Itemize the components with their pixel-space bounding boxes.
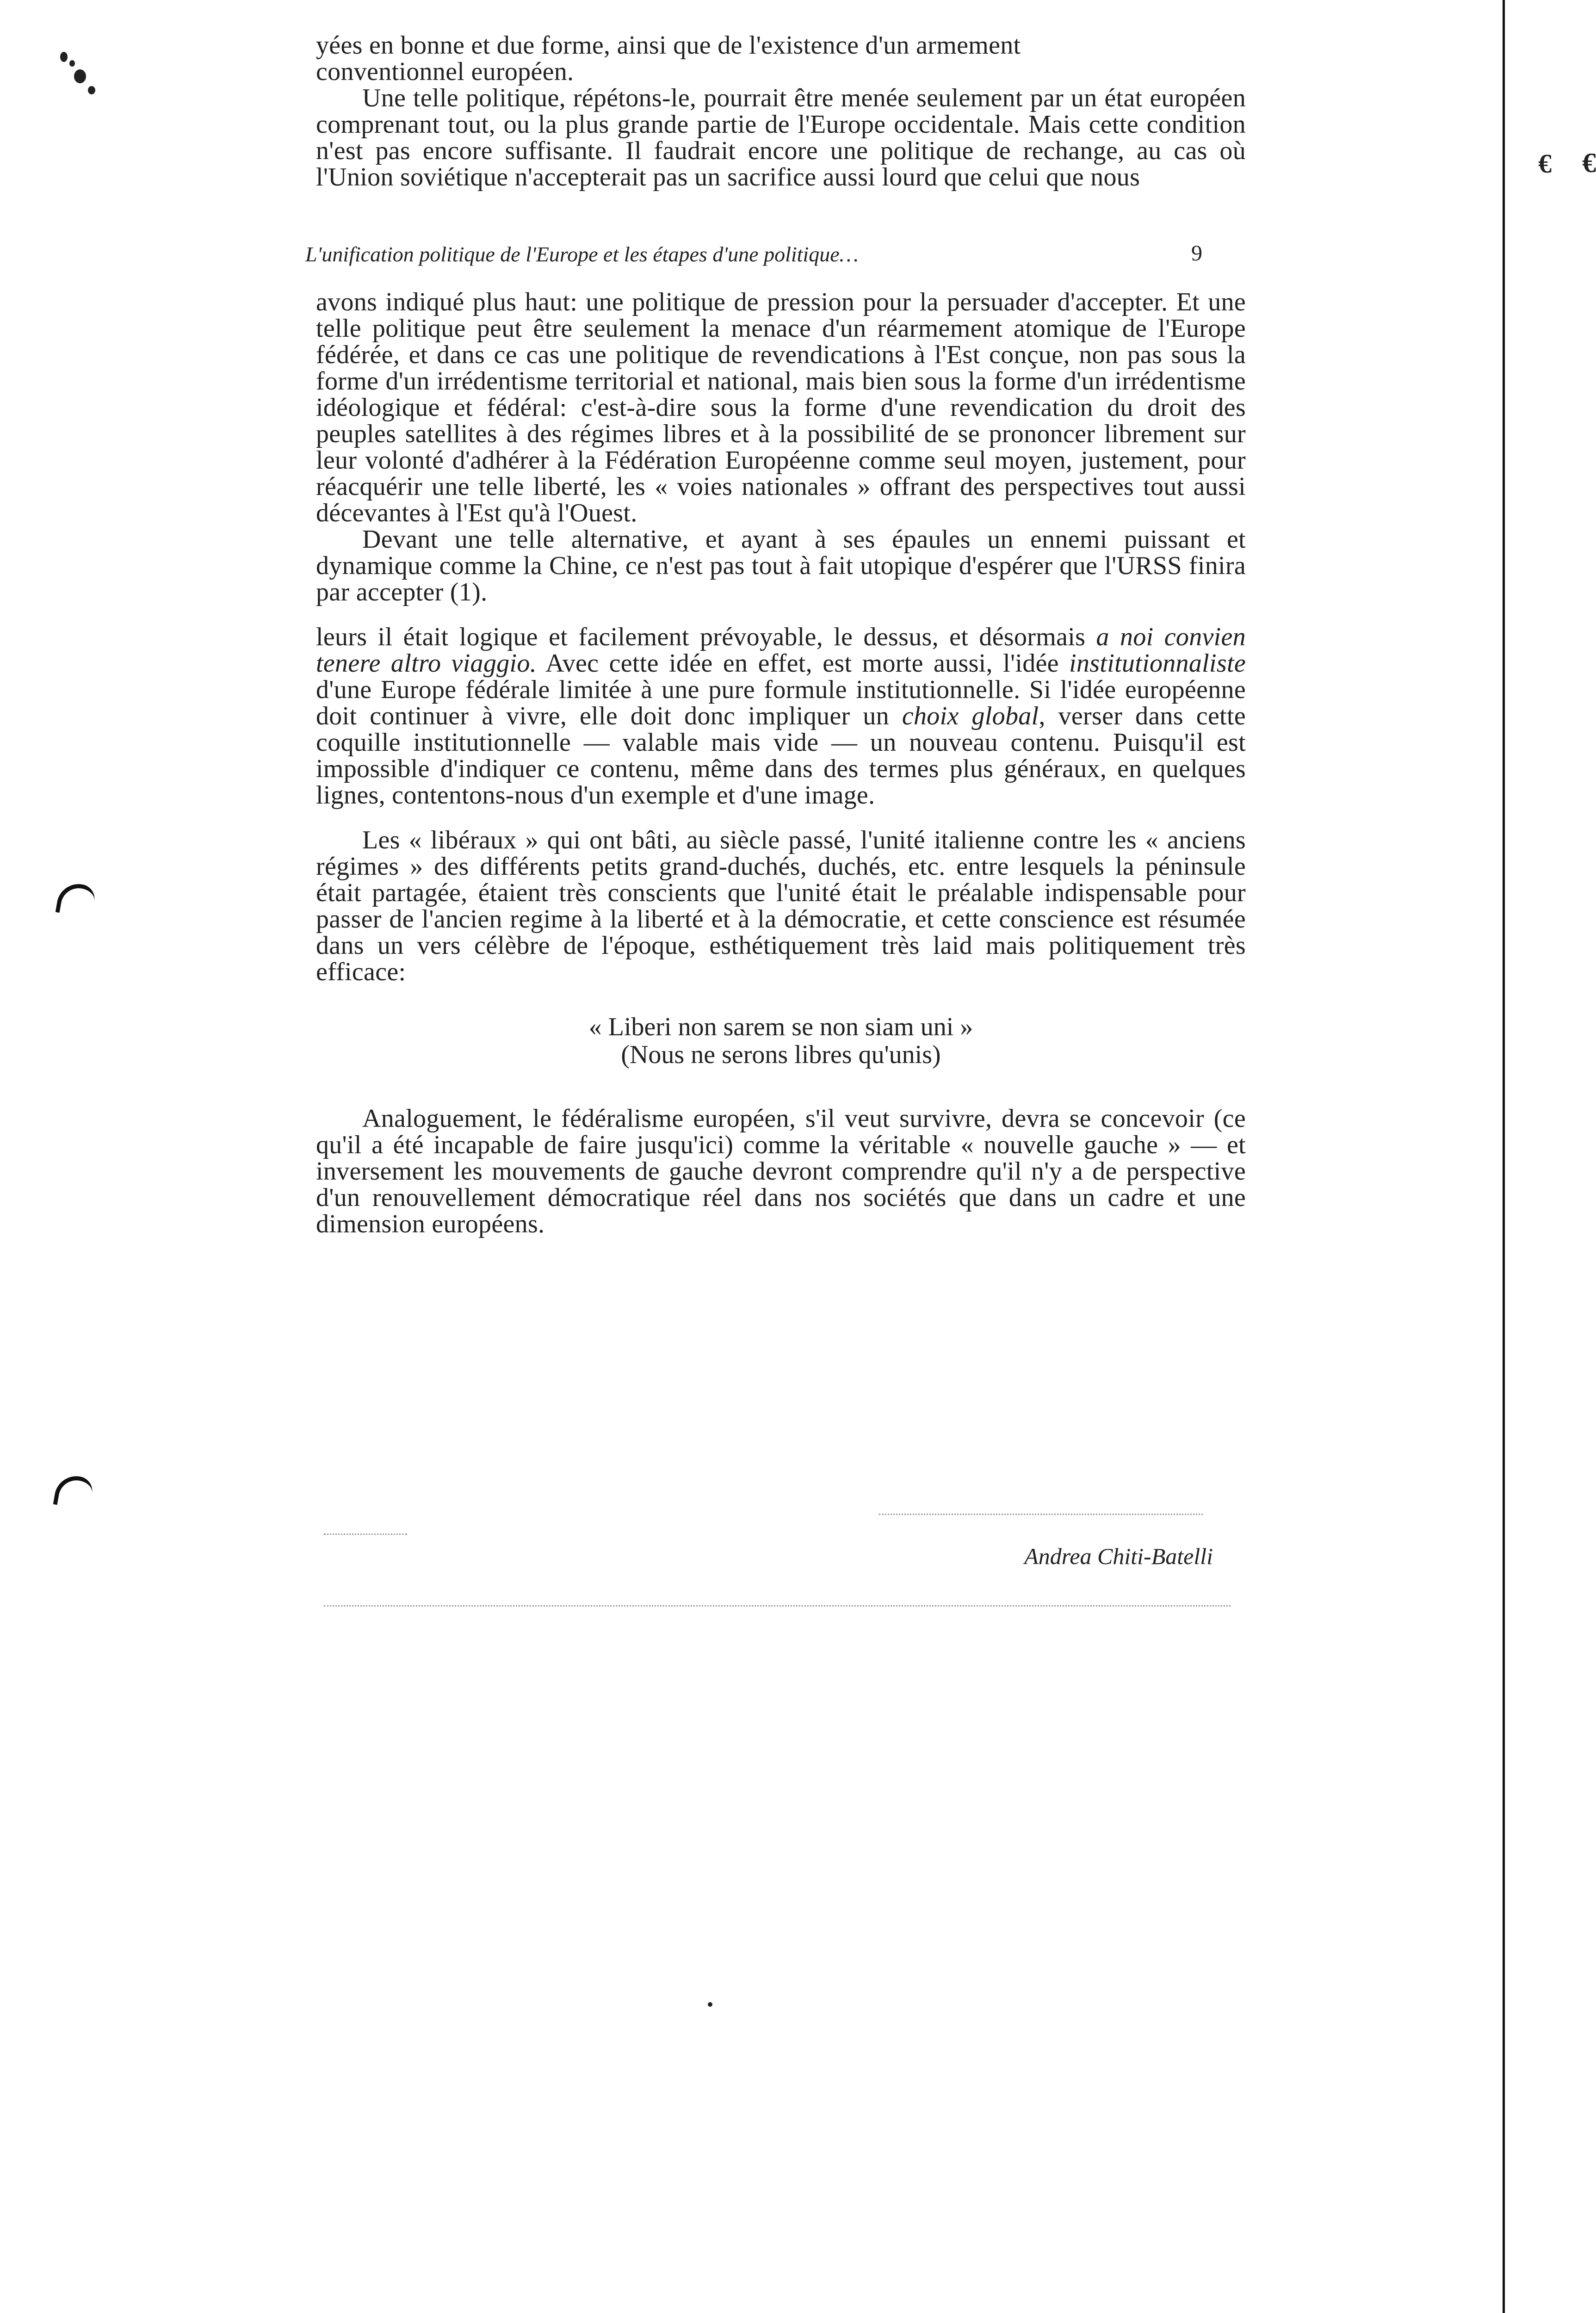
p5-text-c: d'une Europe fédérale limitée à une pure formule institutionnelle. Si l'idée européenne doit continuer à vivre, elle doit donc impliquer un [316, 675, 1246, 730]
ink-blot [88, 86, 95, 94]
p5-italic-term: institutionnaliste [1069, 649, 1246, 678]
paragraph-6: Les « libéraux » qui ont bâti, au siècle passé, l'unité italienne contre les « anciens régimes » des différents petits grand-duchés, duchés, etc. entre lesquels la péninsule était partagée, étaient très conscients que l'unité était le préalable indispensable pour passer de l'ancien regime à la liberté et à la démocratie, et cette conscience est résumée dans un vers célèbre de l'époque, esthétiquement très laid mais politiquement très efficace: [316, 826, 1246, 986]
right-edge-rule [1503, 0, 1505, 2313]
author-signature: Andrea Chiti-Batelli [1024, 1543, 1213, 1569]
scan-artefact-line [324, 1534, 407, 1535]
punch-hole-mark [56, 881, 97, 919]
p5-italic-choice: choix global [902, 702, 1039, 730]
running-header-title: L'unification politique de l'Europe et les étapes d'une politique… [305, 242, 859, 266]
scan-artefact-line [324, 1605, 1231, 1607]
paragraph-5 [316, 624, 1246, 809]
verse-translation: (Nous ne serons libres qu'unis) [621, 1040, 941, 1069]
paragraph-7: Analoguement, le fédéralisme européen, s'il veut survivre, devra se concevoir (ce qu'il a été incapable de faire jusqu'ici) comme la véritable « nouvelle gauche » — et inversement les mouvements de gauche devront comprendre qu'il n'y a de perspective d'un renouvellement démocratique réel dans nos sociétés que dans un cadre et une dimension européens. [316, 1104, 1246, 1238]
page-number: 9 [1191, 241, 1202, 266]
p5-italic-quote: a noi convien tenere altro viaggio. [316, 623, 1246, 678]
top-block [316, 32, 1246, 191]
punch-hole-mark [53, 1473, 95, 1511]
paragraph-4: Devant une telle alternative, et ayant à ses épaules un ennemi puissant et dynamique comme la Chine, ce n'est pas tout à fait utopique d'espérer que l'URSS finira par accepter (1). [316, 525, 1246, 606]
ink-blot [69, 60, 75, 67]
ink-speck [708, 2002, 712, 2007]
paragraph-1-line-2: conventionnel européen. [316, 57, 574, 86]
scan-artefact-line [879, 1514, 1203, 1515]
paragraph-3: avons indiqué plus haut: une politique de pression pour la persuader d'accepter. Et une telle politique peut être seulement la menace d'un réarmement atomique de l'Europe fédérée, et dans ce cas une politique de revendications à l'Est conçue, non pas sous la forme d'un irrédentisme territorial et national, mais bien sous la forme d'un irrédentisme idéologique et fédéral: c'est-à-dire sous la forme d'une revendication du droit des peuples satellites à des régimes libres et à la possibilité de se prononcer librement sur leur volonté d'adhérer à la Fédération Européenne comme seul moyen, justement, pour réacquérir une telle liberté, les « voies nationales » offrant des perspectives tout aussi décevantes à l'Est qu'à l'Ouest. [316, 288, 1246, 527]
margin-glyph: € [1582, 148, 1596, 178]
ink-blot [74, 69, 86, 83]
p5-text-a: leurs il était logique et facilement prévoyable, le dessus, et désormais [316, 623, 1096, 651]
verse-quote: « Liberi non sarem se non siam uni » [588, 1013, 973, 1041]
running-header [305, 243, 1231, 266]
main-text [316, 289, 1246, 1237]
p5-text-d: , verser dans cette coquille institutionnelle — valable mais vide — un nouveau contenu. Puisqu'il est impossible d'indiquer ce contenu, même dans des termes plus généraux, en quelques lignes, contentons-nous d'un exemple et d'une image. [316, 702, 1246, 810]
p5-text-b: Avec cette idée en effet, est morte aussi, l'idée [536, 649, 1070, 678]
paragraph-2: Une telle politique, répétons-le, pourrait être menée seulement par un état européen comprenant tout, ou la plus grande partie de l'Europe occidentale. Mais cette condition n'est pas encore suffisante. Il faudrait encore une politique de rechange, au cas où l'Union soviétique n'accepterait pas un sacrifice aussi lourd que celui que nous [316, 84, 1246, 192]
margin-glyph-right: € [1538, 148, 1552, 179]
ink-blot [60, 52, 68, 62]
paragraph-1-line-1: yées en bonne et due forme, ainsi que de l'existence d'un armement [316, 31, 1021, 60]
